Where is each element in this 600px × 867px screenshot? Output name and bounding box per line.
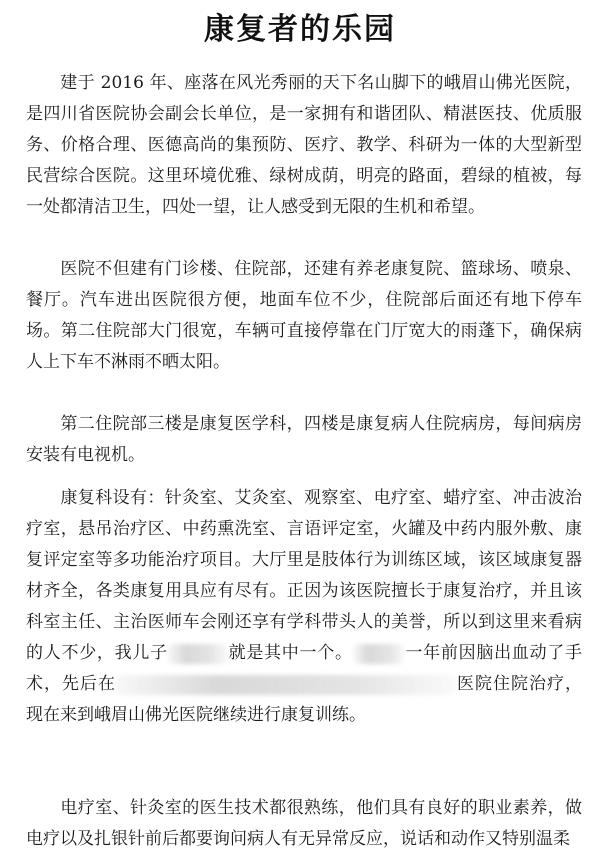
paragraph-1 <box>26 68 582 223</box>
paragraph-4 <box>26 483 582 731</box>
paragraph-4-text-a: 康复科设有：针灸室、艾灸室、观察室、电疗室、蜡疗室、冲击波治疗室，悬吊治疗区、中药熏洗室、言语评定室，火罐及中药内服外敷、康复评定室等多功能治疗项目。大厅里是肢体行为训练区域，该区域康复器材齐全，各类康复用具应有尽有。正因为该医院擅长于康复治疗，并且该科室主任、主治医师车会刚还享有学科带头人的美誉，所以到这里来看病的人不少，我儿子 <box>26 488 582 663</box>
paragraph-4-text-c: 一年前因脑出血动了手术，先后在 <box>26 643 583 694</box>
paragraph-3-text: 第二住院部三楼是康复医学科，四楼是康复病人住院病房，每间病房安装有电视机。 <box>26 414 582 465</box>
paragraph-4-text-b: 就是其中一个。 <box>227 643 353 663</box>
paragraph-2 <box>26 254 582 378</box>
paragraph-3 <box>26 409 582 471</box>
redacted-hospital-blur <box>116 675 456 695</box>
paragraph-1-text: 建于 2016 年、座落在风光秀丽的天下名山脚下的峨眉山佛光医院，是四川省医院协会副会长单位，是一家拥有和谐团队、精湛医技、优质服务、价格合理、医德高尚的集预防、医疗、教学、科研为一体的大型新型民营综合医院。这里环境优雅、绿树成荫，明亮的路面，碧绿的植被，每一处都清洁卫生，四处一望，让人感受到无限的生机和希望。 <box>26 73 582 217</box>
paragraph-2-text: 医院不但建有门诊楼、住院部，还建有养老康复院、篮球场、喷泉、餐厅。汽车进出医院很方便，地面车位不少，住院部后面还有地下停车场。第二住院部大门很宽，车辆可直接停靠在门厅宽大的雨蓬下，确保病人上下车不淋雨不晒太阳。 <box>26 259 582 372</box>
paragraph-5-text: 电疗室、针灸室的医生技术都很熟练，他们具有良好的职业素养，做电疗以及扎银针前后都要询问病人有无异常反应，说话和动作又特别温柔 <box>26 798 582 849</box>
redacted-name-blur <box>353 644 405 664</box>
document-title: 康复者的乐园 <box>204 12 396 47</box>
redacted-name-blur <box>168 644 228 664</box>
paragraph-4-text-d: 医院住院治疗，现在来到峨眉山佛光医院继续进行康复训练。 <box>26 674 582 725</box>
paragraph-5 <box>26 793 582 855</box>
